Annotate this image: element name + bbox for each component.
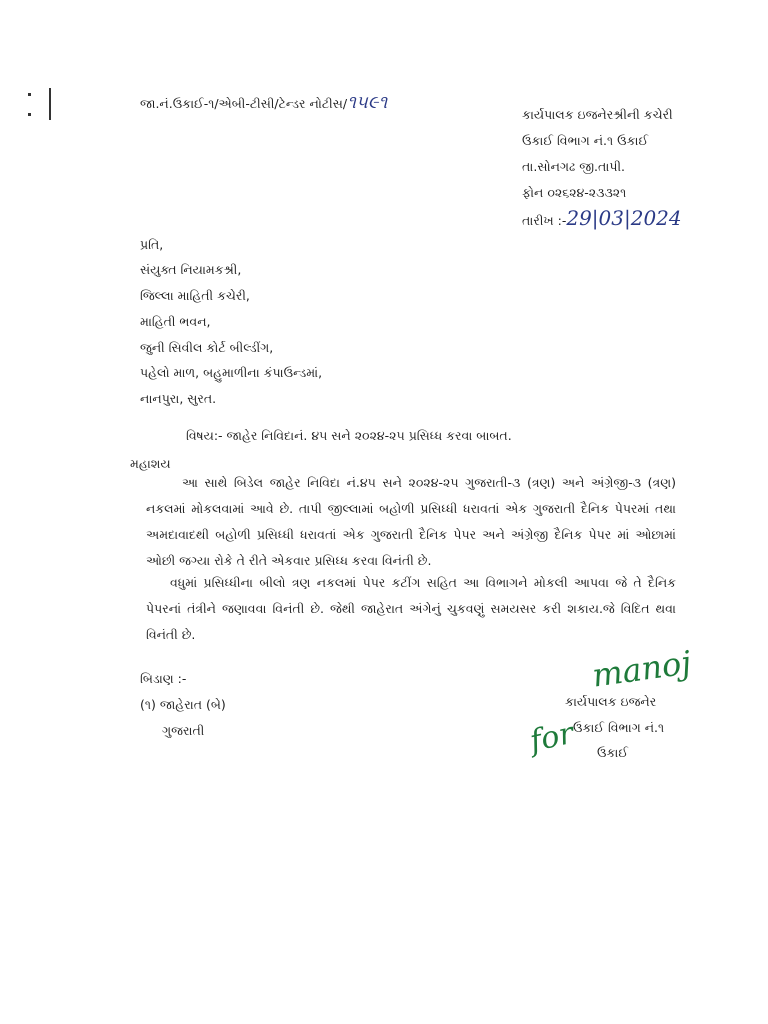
enclosure-item: (૧) જાહેરાત (બે) — [140, 697, 226, 712]
reference-line — [140, 92, 387, 113]
margin-dot — [28, 93, 31, 96]
signature-for: for — [526, 715, 577, 760]
office-line-1: કાર્યપાલક ઇજનેરશ્રીની કચેરી — [522, 107, 673, 122]
recipient-line-1: પ્રતિ, — [140, 237, 164, 252]
office-phone: ફોન ૦૨૬૨૪-૨૩૩૨૧ — [522, 185, 627, 200]
enclosure-label: બિડાણ :- — [140, 671, 187, 686]
recipient-line-5: જુની સિવીલ કોર્ટ બીલ્ડીંગ, — [140, 340, 274, 355]
date-value: 29|03|2024 — [566, 206, 682, 230]
signature-division: ઉકાઈ વિભાગ નં.૧ — [573, 720, 665, 735]
enclosure-item-language: ગુજરાતી — [162, 723, 205, 738]
office-line-2: ઉકાઈ વિભાગ નં.૧ ઉકાઈ — [522, 133, 649, 148]
signature-title: કાર્યપાલક ઇજનેર — [565, 694, 657, 709]
salutation: મહાશય — [130, 456, 171, 471]
recipient-line-3: જિલ્લા માહિતી કચેરી, — [140, 288, 250, 303]
office-line-3: તા.સોનગઢ જી.તાપી. — [522, 159, 626, 174]
body-paragraph-2: વધુમાં પ્રસિધ્ધીના બીલો ત્રણ નકલમાં પેપર કટીંગ સહિત આ વિભાગને મોકલી આપવા જે તે દૈનિક પેપરનાં તંત્રીને જણાવવા વિનંતી છે. જેથી જાહેરાત અંગેનું ચુકવણું સમયસર કરી શકાય.જે વિદિત થવા વિનંતી છે. — [146, 575, 676, 642]
subject-line: વિષય:- જાહેર નિવિદાનં. ૪૫ સને ૨૦૨૪-૨૫ પ્રસિધ્ધ કરવા બાબત. — [186, 428, 512, 443]
signature-handwritten: manoj — [589, 643, 694, 695]
margin-dot — [28, 113, 31, 116]
recipient-line-2: સંયુક્ત નિયામકશ્રી, — [140, 262, 242, 277]
recipient-line-4: માહિતી ભવન, — [140, 314, 211, 329]
recipient-line-6: પહેલો માળ, બહુમાળીના કંપાઉન્ડમાં, — [140, 365, 323, 380]
date-label: તારીખ :- — [522, 213, 567, 228]
date-line — [522, 206, 682, 230]
margin-bar — [49, 88, 51, 120]
reference-number: ૧૫૯૧ — [347, 92, 388, 113]
signature-place: ઉકાઈ — [597, 745, 628, 760]
recipient-line-7: નાનપુરા, સુરત. — [140, 391, 217, 406]
body-paragraph-1: આ સાથે બિડેલ જાહેર નિવિદા નં.૪૫ સને ૨૦૨૪-૨૫ ગુજરાતી-૩ (ત્રણ) અને અંગ્રેજી-૩ (ત્રણ) નકલમાં મોકલવામાં આવે છે. તાપી જીલ્લામાં બહોળી પ્રસિધ્ધી ધરાવતાં એક ગુજરાતી દૈનિક પેપરમાં તથા અમદાવાદથી બહોળી પ્રસિધ્ધી ધરાવતાં એક ગુજરાતી દૈનિક પેપર અને અંગ્રેજી દૈનિક પેપર માં ઓછામાં ઓછી જગ્યા રોકે તે રીતે એકવાર પ્રસિધ્ધ કરવા વિનંતી છે. — [146, 475, 676, 568]
reference-label: જા.નં.ઉકાઈ-૧/એબી-ટીસી/ટેન્ડર નોટીસ/ — [140, 96, 348, 111]
